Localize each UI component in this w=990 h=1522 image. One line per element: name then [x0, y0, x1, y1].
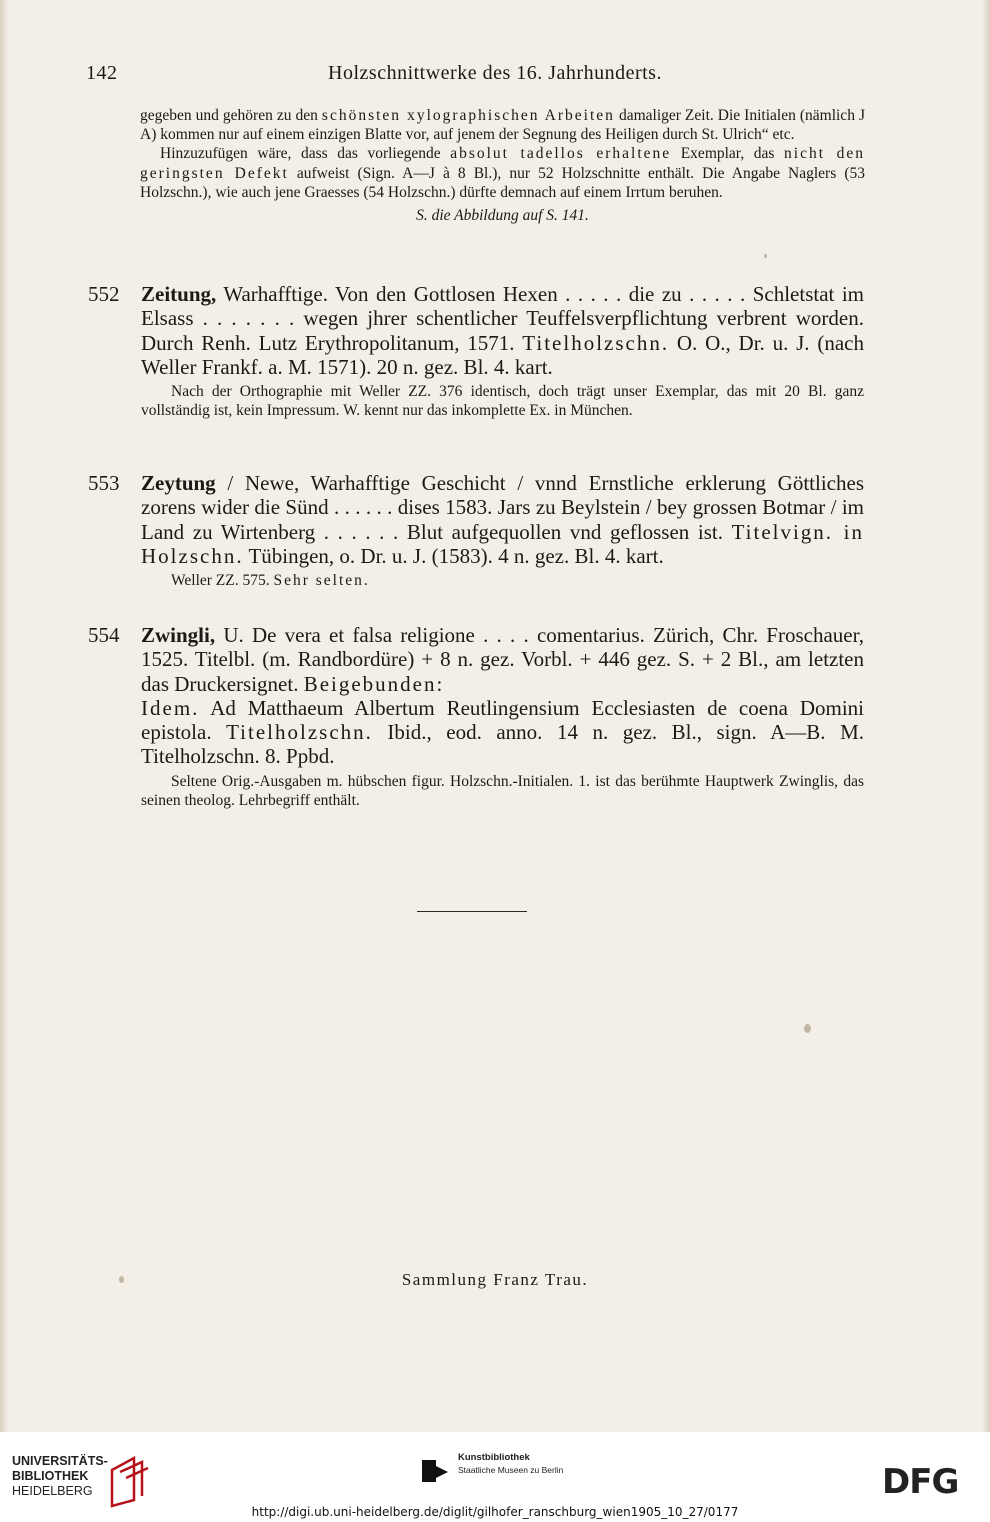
entry-note: Weller ZZ. 575. Sehr selten.	[171, 572, 370, 590]
page-edge-right	[982, 0, 990, 1432]
entry-note: Seltene Orig.-Ausgaben m. hübschen figur. Holzschn.-Initialen. 1. ist das berühmte Hauptwerk Zwinglis, das seinen theolog. Lehrbegriff enthält.	[141, 772, 864, 809]
entry-number: 552	[88, 282, 120, 306]
entry-number: 553	[88, 471, 120, 495]
entry-keyword: Zeytung	[141, 471, 216, 495]
kunstbibliothek-logo-icon	[420, 1456, 450, 1488]
entry-body: Zeitung, Warhafftige. Von den Gottlosen Hexen . . . . . die zu . . . . . Schletstat im Elsass . . . . . . . wegen jhrer schentlicher Teuffelsverpflichtung verbrent worden. Durch Renh. Lutz Erythropolitanum, 1571. Titelholzschn. O. O., Dr. u. J. (nach Weller Frankf. a. M. 1571). 20 n. gez. Bl. 4. kart.	[141, 282, 864, 379]
figure-reference: S. die Abbildung auf S. 141.	[416, 207, 589, 225]
continuation-text	[140, 106, 865, 225]
entry-body: Zwingli, U. De vera et falsa religione . . . . comentarius. Zürich, Chr. Froschauer, 1525. Titelbl. (m. Randbordüre) + 8 n. gez. Vorbl. + 446 gez. S. + 2 Bl., am letzten das Druckersignet. Beigebunden: Idem. Ad Matthaeum Albertum Reutlingensium Ecclesiasten de coena Domini epistola. Titelholzschn. Ibid., eod. anno. 14 n. gez. Bl., sign. A—B. M. Titelholzschn. 8. Ppbd.	[141, 623, 864, 769]
catalog-entry-553	[88, 471, 864, 590]
entry-keyword: Zwingli,	[141, 623, 216, 647]
uh-mark-icon	[108, 1456, 152, 1508]
kunstbibliothek-label: Kunstbibliothek Staatliche Museen zu Berlin	[458, 1452, 564, 1475]
entry-body: Zeytung / Newe, Warhafftige Geschicht / vnnd Ernstliche erklerung Göttliches zorens wider die Sünd . . . . . . dises 1583. Jars zu Beylstein / bey grossen Botmar / im Land zu Wirtenberg . . . . . . Blut aufgequollen vnd geflossen ist. Titelvign. in Holzschn. Tübingen, o. Dr. u. J. (1583). 4 n. gez. Bl. 4. kart.	[141, 471, 864, 568]
section-divider	[417, 911, 527, 912]
paper-speck	[764, 254, 767, 258]
entry-note: Nach der Orthographie mit Weller ZZ. 376 identisch, doch trägt unser Exemplar, das mit 20 Bl. ganz vollständig ist, kein Impressum. W. kennt nur das inkomplette Ex. in München.	[141, 383, 864, 420]
entry-number: 554	[88, 623, 120, 647]
dfg-logo: DFG	[882, 1462, 959, 1502]
paper-speck	[804, 1024, 811, 1033]
continuation-paragraph-1: gegeben und gehören zu den schönsten xylographischen Arbeiten damaliger Zeit. Die Initialen (nämlich J A) kommen nur auf einem einzigen Blatte vor, auf jenem der Segnung des Heiligen durch St. Ulrich“ etc.	[140, 107, 866, 144]
running-title: Holzschnittwerke des 16. Jahrhunderts.	[328, 62, 662, 84]
university-library-heidelberg-logo	[12, 1454, 162, 1502]
page-edge-left	[0, 0, 8, 1432]
collection-footer: Sammlung Franz Trau.	[401, 1270, 589, 1289]
catalog-entry-552	[88, 282, 864, 420]
page-number: 142	[86, 62, 118, 84]
page-header	[0, 58, 990, 88]
catalog-entry-554	[88, 623, 864, 810]
permalink-url[interactable]: http://digi.ub.uni-heidelberg.de/diglit/gilhofer_ranschburg_wien1905_10_27/0177	[251, 1505, 739, 1519]
entry-keyword: Zeitung,	[141, 282, 217, 306]
uh-logo-text: UNIVERSITÄTS- BIBLIOTHEK HEIDELBERG	[12, 1454, 108, 1498]
continuation-paragraph-2: Hinzuzufügen wäre, dass das vorliegende absolut tadellos erhaltene Exemplar, das nicht den geringsten Defekt aufweist (Sign. A—J à 8 Bl.), nur 52 Holzschnitte enthält. Die Angabe Naglers (53 Holzschn.), wie auch jene Graesses (54 Holzschn.) dürfte demnach auf einem Irrtum beruhen.	[140, 145, 865, 201]
